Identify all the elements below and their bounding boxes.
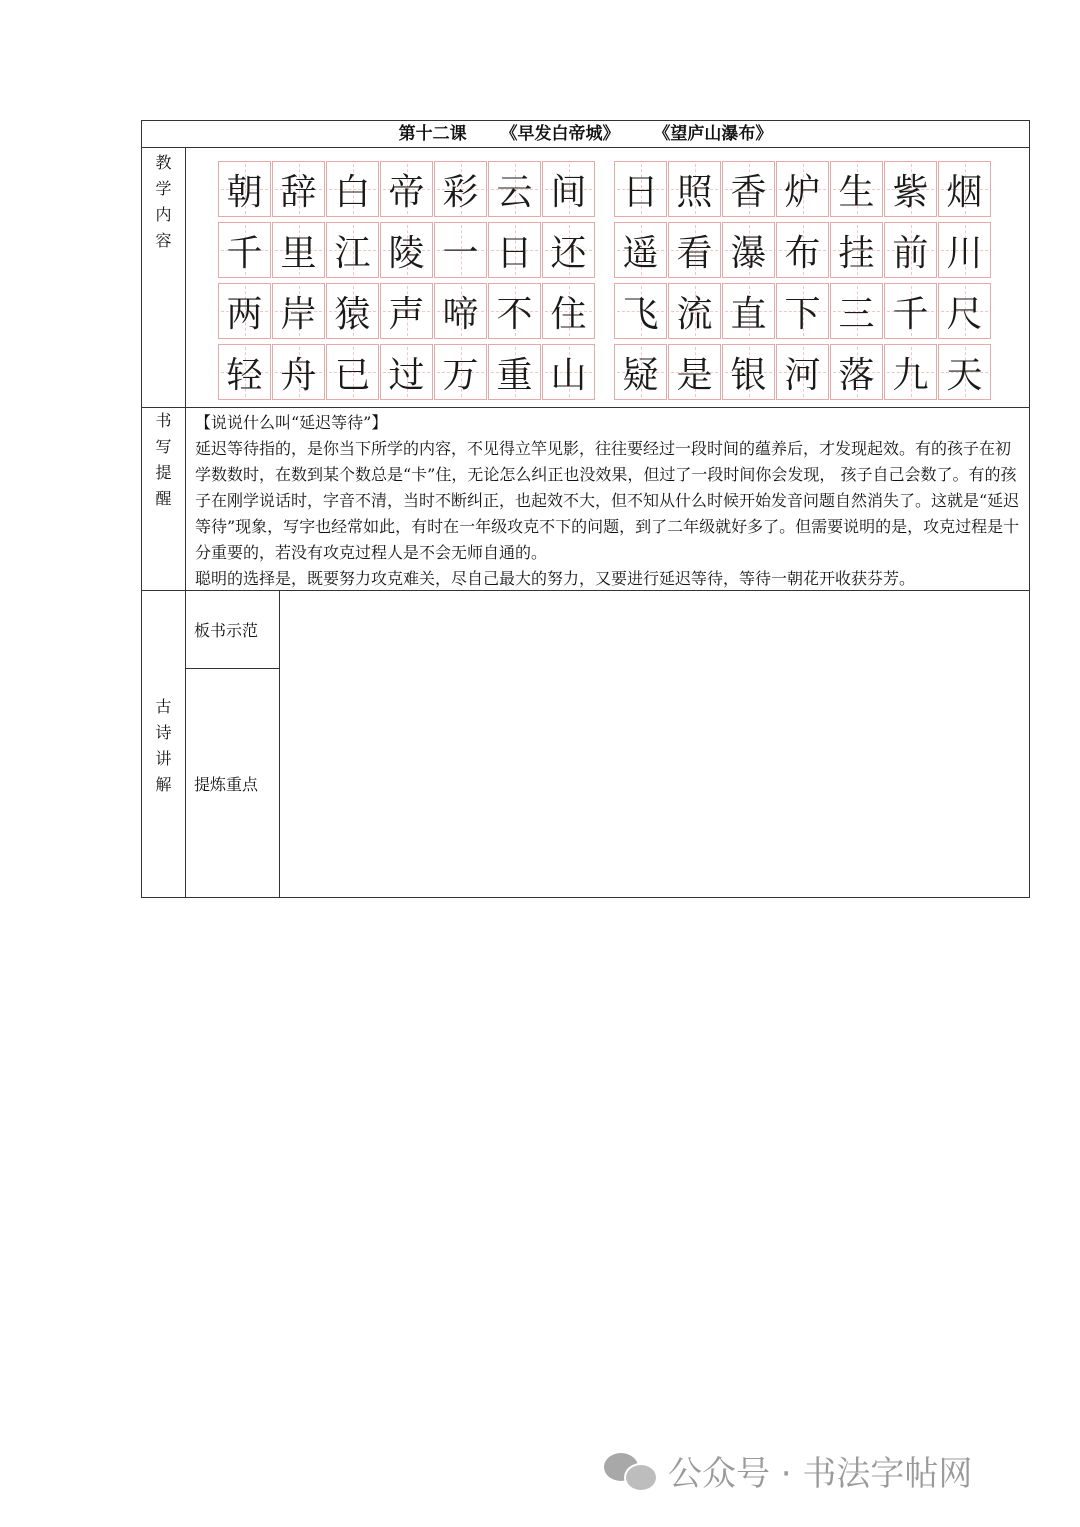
- practice-cell: [380, 222, 433, 278]
- practice-char: 已: [334, 354, 371, 396]
- writing-reminder-label-col: [142, 408, 186, 590]
- practice-char: 岸: [280, 293, 317, 335]
- practice-cell: [488, 283, 541, 339]
- poem-title-1: 《早发白帝城》: [500, 124, 620, 144]
- practice-char: 川: [946, 232, 983, 274]
- practice-char: 千: [226, 232, 263, 274]
- practice-char: 天: [946, 354, 983, 396]
- practice-char: 千: [892, 293, 929, 335]
- reminder-heading: 【说说什么叫“延迟等待”】: [195, 413, 388, 432]
- practice-cell: [938, 222, 991, 278]
- practice-char: 日: [496, 232, 533, 274]
- practice-cell: [830, 283, 883, 339]
- wechat-icon: [604, 1451, 658, 1491]
- practice-char: 烟: [946, 171, 983, 213]
- practice-cell: [218, 222, 271, 278]
- practice-char: 疑: [622, 354, 659, 396]
- teaching-content-row: [142, 148, 1029, 408]
- practice-char: 河: [784, 354, 821, 396]
- practice-cell: [884, 283, 937, 339]
- practice-char: 陵: [388, 232, 425, 274]
- practice-cell: [884, 161, 937, 217]
- practice-char: 落: [838, 354, 875, 396]
- practice-char: 云: [496, 171, 533, 213]
- practice-cell: [776, 222, 829, 278]
- poem-explanation-label-col: [142, 591, 186, 897]
- practice-char: 三: [838, 293, 875, 335]
- practice-char: 还: [550, 232, 587, 274]
- practice-cell: [380, 161, 433, 217]
- practice-char: 看: [676, 232, 713, 274]
- practice-cell: [830, 222, 883, 278]
- practice-cell: [218, 344, 271, 400]
- practice-char: 帝: [388, 171, 425, 213]
- practice-char: 直: [730, 293, 767, 335]
- practice-char: 间: [550, 171, 587, 213]
- practice-char: 江: [334, 232, 371, 274]
- practice-char: 两: [226, 293, 263, 335]
- practice-char: 流: [676, 293, 713, 335]
- practice-cell: [434, 222, 487, 278]
- writing-reminder-text: [195, 410, 1021, 592]
- poem-explanation-row: [142, 591, 1029, 897]
- practice-char: 紫: [892, 171, 929, 213]
- writing-reminder-label: 书 写 提 醒: [155, 411, 172, 508]
- practice-cell: [776, 283, 829, 339]
- practice-cell: [830, 344, 883, 400]
- practice-char: 声: [388, 293, 425, 335]
- practice-char: 彩: [442, 171, 479, 213]
- practice-cell: [272, 222, 325, 278]
- character-practice-area: [186, 148, 1029, 407]
- practice-char: 辞: [280, 171, 317, 213]
- practice-char: 九: [892, 354, 929, 396]
- key-points-label: 提炼重点: [194, 774, 259, 794]
- practice-cell: [542, 283, 595, 339]
- practice-cell: [488, 344, 541, 400]
- practice-cell: [614, 222, 667, 278]
- practice-char: 日: [622, 171, 659, 213]
- lesson-number: 第十二课: [398, 124, 467, 144]
- practice-cell: [614, 161, 667, 217]
- practice-char: 照: [676, 171, 713, 213]
- practice-cell: [218, 161, 271, 217]
- practice-cell: [218, 283, 271, 339]
- practice-cell: [272, 161, 325, 217]
- poem-explanation-label: 古 诗 讲 解: [155, 697, 172, 794]
- writing-reminder-row: [142, 408, 1029, 591]
- practice-char: 遥: [622, 232, 659, 274]
- practice-cell: [722, 222, 775, 278]
- practice-cell: [614, 283, 667, 339]
- practice-char: 飞: [622, 293, 659, 335]
- reminder-closing: 聪明的选择是，既要努力攻克难关，尽自己最大的努力，又要进行延迟等待，等待一朝花开收获芬芳。: [195, 569, 916, 588]
- practice-char: 下: [784, 293, 821, 335]
- practice-cell: [614, 344, 667, 400]
- practice-cell: [776, 344, 829, 400]
- practice-cell: [326, 161, 379, 217]
- char-grid-left: [218, 161, 595, 400]
- practice-cell: [668, 222, 721, 278]
- practice-char: 啼: [442, 293, 479, 335]
- practice-cell: [668, 283, 721, 339]
- practice-char: 尺: [946, 293, 983, 335]
- practice-cell: [488, 161, 541, 217]
- practice-char: 生: [838, 171, 875, 213]
- practice-cell: [938, 283, 991, 339]
- practice-cell: [380, 344, 433, 400]
- practice-cell: [488, 222, 541, 278]
- practice-char: 万: [442, 354, 479, 396]
- practice-char: 重: [496, 354, 533, 396]
- practice-cell: [434, 283, 487, 339]
- practice-char: 前: [892, 232, 929, 274]
- practice-cell: [326, 283, 379, 339]
- practice-cell: [668, 161, 721, 217]
- practice-cell: [542, 161, 595, 217]
- lesson-sheet: [141, 120, 1030, 898]
- practice-char: 香: [730, 171, 767, 213]
- practice-char: 白: [334, 171, 371, 213]
- teaching-content-label-col: [142, 148, 186, 407]
- practice-char: 猿: [334, 293, 371, 335]
- practice-cell: [668, 344, 721, 400]
- practice-cell: [722, 161, 775, 217]
- practice-cell: [776, 161, 829, 217]
- practice-cell: [272, 283, 325, 339]
- practice-cell: [884, 344, 937, 400]
- practice-char: 炉: [784, 171, 821, 213]
- practice-char: 布: [784, 232, 821, 274]
- practice-cell: [434, 344, 487, 400]
- practice-char: 山: [550, 354, 587, 396]
- poem-title-2: 《望庐山瀑布》: [653, 124, 773, 144]
- practice-cell: [326, 222, 379, 278]
- practice-cell: [326, 344, 379, 400]
- practice-cell: [722, 344, 775, 400]
- practice-char: 轻: [226, 354, 263, 396]
- practice-cell: [434, 161, 487, 217]
- practice-char: 银: [730, 354, 767, 396]
- practice-cell: [542, 344, 595, 400]
- practice-char: 挂: [838, 232, 875, 274]
- practice-cell: [830, 161, 883, 217]
- practice-cell: [380, 283, 433, 339]
- practice-char: 不: [496, 293, 533, 335]
- lesson-title-row: [142, 121, 1029, 148]
- board-demo-label: 板书示范: [186, 591, 279, 669]
- practice-char: 瀑: [730, 232, 767, 274]
- practice-cell: [722, 283, 775, 339]
- watermark: [604, 1446, 972, 1495]
- watermark-text: 公众号 · 书法字帖网: [668, 1454, 973, 1494]
- char-grid-right: [614, 161, 991, 400]
- practice-cell: [272, 344, 325, 400]
- practice-char: 住: [550, 293, 587, 335]
- practice-cell: [884, 222, 937, 278]
- practice-cell: [542, 222, 595, 278]
- teaching-content-label: 教 学 内 容: [155, 153, 172, 250]
- practice-char: 朝: [226, 171, 263, 213]
- practice-cell: [938, 344, 991, 400]
- practice-char: 舟: [280, 354, 317, 396]
- practice-char: 里: [280, 232, 317, 274]
- reminder-paragraph: 延迟等待指的，是你当下所学的内容，不见得立竿见影，往往要经过一段时间的蕴养后，才发现起效。有的孩子在初学数数时，在数到某个数总是“卡”住，无论怎么纠正也没效果，但过了一段时间你会发现， 孩子自己会数了。有的孩子在刚学说话时，字音不清，当时不断纠正，也起效不大，但不知从什么时候开始发音问题自然消失了。这就是“延迟等待”现象，写字也经常如此，有时在一年级攻克不下的问题，到了二年级就好多了。但需要说明的是，攻克过程是十分重要的，若没有攻克过程人是不会无师自通的。: [195, 439, 1020, 562]
- practice-cell: [938, 161, 991, 217]
- poem-subsection-col: [186, 591, 280, 897]
- practice-char: 是: [676, 354, 713, 396]
- practice-char: 一: [442, 232, 479, 274]
- practice-char: 过: [388, 354, 425, 396]
